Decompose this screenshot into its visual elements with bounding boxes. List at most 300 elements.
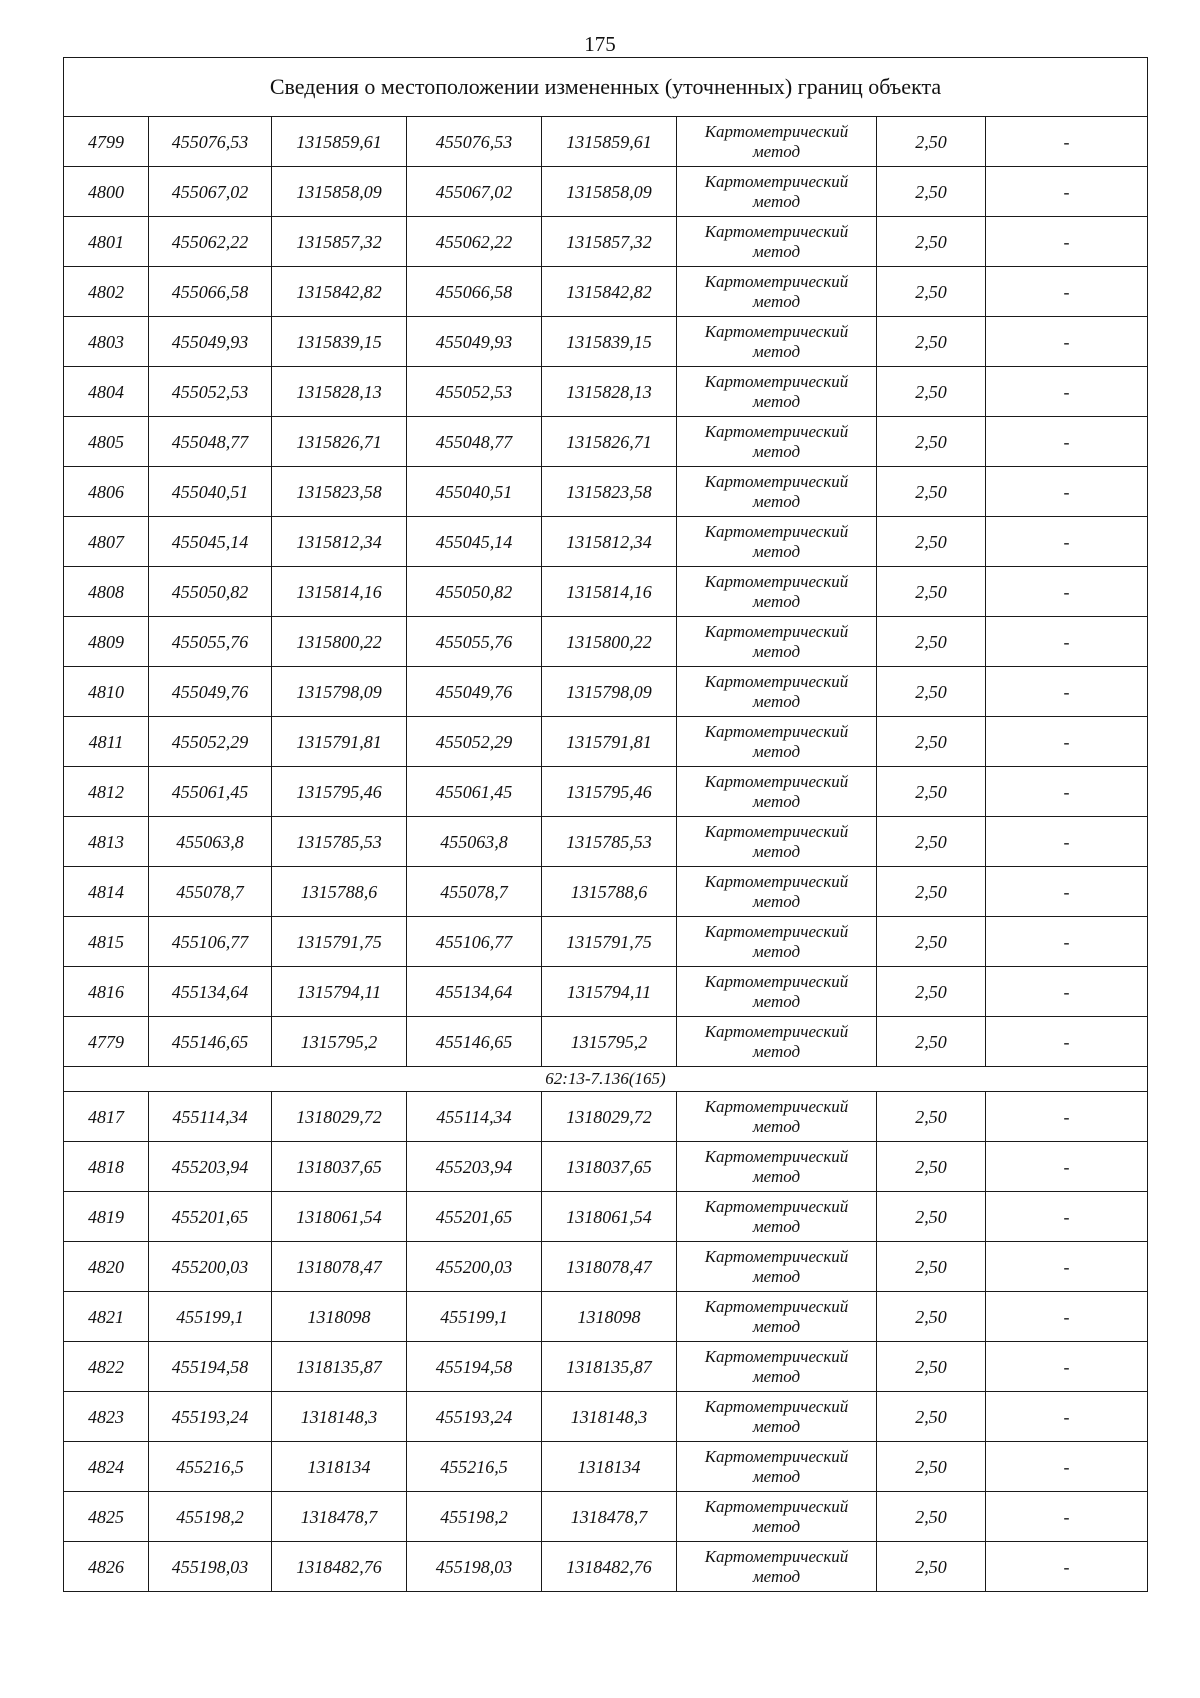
method-line-2: метод [752, 591, 801, 611]
note-cell: - [986, 617, 1148, 667]
method-line-2: метод [752, 691, 801, 711]
note-cell: - [986, 667, 1148, 717]
existing-y-cell: 1315795,2 [272, 1017, 407, 1067]
method-line-2: метод [752, 291, 801, 311]
refined-x-cell: 455078,7 [407, 867, 542, 917]
note-cell: - [986, 967, 1148, 1017]
method-line-2: метод [752, 741, 801, 761]
note-cell: - [986, 1242, 1148, 1292]
refined-y-cell: 1315794,11 [542, 967, 677, 1017]
method-cell [677, 467, 877, 517]
method-line-2: метод [752, 1166, 801, 1186]
existing-y-cell: 1315798,09 [272, 667, 407, 717]
existing-x-cell: 455106,77 [149, 917, 272, 967]
table-row [64, 167, 1148, 217]
point-number-cell: 4819 [64, 1192, 149, 1242]
table-row [64, 1292, 1148, 1342]
existing-y-cell: 1315826,71 [272, 417, 407, 467]
method-line-2: метод [752, 541, 801, 561]
section-header-row [64, 1067, 1148, 1092]
point-number-cell: 4810 [64, 667, 149, 717]
refined-x-cell: 455061,45 [407, 767, 542, 817]
existing-y-cell: 1315795,46 [272, 767, 407, 817]
existing-y-cell: 1315858,09 [272, 167, 407, 217]
method-line-1: Картометрический [704, 1096, 849, 1116]
existing-x-cell: 455199,1 [149, 1292, 272, 1342]
section-label: 62:13-7.136(165) [64, 1067, 1148, 1092]
method-line-2: метод [752, 1516, 801, 1536]
table-row [64, 217, 1148, 267]
refined-y-cell: 1315788,6 [542, 867, 677, 917]
note-cell: - [986, 867, 1148, 917]
existing-x-cell: 455061,45 [149, 767, 272, 817]
method-line-1: Картометрический [704, 271, 849, 291]
precision-cell: 2,50 [877, 1492, 986, 1542]
precision-cell: 2,50 [877, 1442, 986, 1492]
table-row [64, 317, 1148, 367]
table-row [64, 617, 1148, 667]
method-cell [677, 617, 877, 667]
method-cell [677, 567, 877, 617]
note-cell: - [986, 1392, 1148, 1442]
refined-y-cell: 1315826,71 [542, 417, 677, 467]
existing-x-cell: 455114,34 [149, 1092, 272, 1142]
note-cell: - [986, 917, 1148, 967]
existing-y-cell: 1315828,13 [272, 367, 407, 417]
note-cell: - [986, 317, 1148, 367]
point-number-cell: 4823 [64, 1392, 149, 1442]
method-line-1: Картометрический [704, 821, 849, 841]
refined-x-cell: 455076,53 [407, 117, 542, 167]
refined-x-cell: 455134,64 [407, 967, 542, 1017]
existing-x-cell: 455049,76 [149, 667, 272, 717]
note-cell: - [986, 567, 1148, 617]
point-number-cell: 4805 [64, 417, 149, 467]
method-line-2: метод [752, 391, 801, 411]
table-row [64, 1017, 1148, 1067]
note-cell: - [986, 217, 1148, 267]
refined-x-cell: 455198,2 [407, 1492, 542, 1542]
method-line-2: метод [752, 791, 801, 811]
refined-x-cell: 455062,22 [407, 217, 542, 267]
table-row [64, 867, 1148, 917]
existing-x-cell: 455198,03 [149, 1542, 272, 1592]
table-row [64, 817, 1148, 867]
refined-x-cell: 455052,53 [407, 367, 542, 417]
method-cell [677, 1492, 877, 1542]
method-line-2: метод [752, 891, 801, 911]
existing-x-cell: 455203,94 [149, 1142, 272, 1192]
method-line-1: Картометрический [704, 971, 849, 991]
point-number-cell: 4804 [64, 367, 149, 417]
existing-x-cell: 455200,03 [149, 1242, 272, 1292]
refined-x-cell: 455194,58 [407, 1342, 542, 1392]
method-cell [677, 1092, 877, 1142]
note-cell: - [986, 817, 1148, 867]
method-line-2: метод [752, 241, 801, 261]
existing-y-cell: 1318478,7 [272, 1492, 407, 1542]
method-line-1: Картометрический [704, 1246, 849, 1266]
method-line-2: метод [752, 1366, 801, 1386]
refined-y-cell: 1318098 [542, 1292, 677, 1342]
method-line-1: Картометрический [704, 621, 849, 641]
method-cell [677, 1142, 877, 1192]
point-number-cell: 4802 [64, 267, 149, 317]
refined-y-cell: 1318148,3 [542, 1392, 677, 1442]
method-line-1: Картометрический [704, 1496, 849, 1516]
method-cell [677, 1192, 877, 1242]
existing-y-cell: 1315859,61 [272, 117, 407, 167]
precision-cell: 2,50 [877, 967, 986, 1017]
table-row [64, 1342, 1148, 1392]
existing-y-cell: 1318148,3 [272, 1392, 407, 1442]
note-cell: - [986, 517, 1148, 567]
table-title-row [64, 58, 1148, 117]
point-number-cell: 4807 [64, 517, 149, 567]
existing-y-cell: 1318078,47 [272, 1242, 407, 1292]
note-cell: - [986, 1342, 1148, 1392]
method-cell [677, 917, 877, 967]
method-line-2: метод [752, 141, 801, 161]
refined-y-cell: 1315791,81 [542, 717, 677, 767]
precision-cell: 2,50 [877, 1017, 986, 1067]
table-row [64, 467, 1148, 517]
existing-y-cell: 1315791,81 [272, 717, 407, 767]
existing-x-cell: 455052,53 [149, 367, 272, 417]
method-line-2: метод [752, 941, 801, 961]
precision-cell: 2,50 [877, 917, 986, 967]
note-cell: - [986, 417, 1148, 467]
existing-x-cell: 455066,58 [149, 267, 272, 317]
precision-cell: 2,50 [877, 267, 986, 317]
table-row [64, 1492, 1148, 1542]
existing-x-cell: 455052,29 [149, 717, 272, 767]
table-row [64, 767, 1148, 817]
refined-x-cell: 455050,82 [407, 567, 542, 617]
refined-y-cell: 1315795,2 [542, 1017, 677, 1067]
refined-y-cell: 1318061,54 [542, 1192, 677, 1242]
method-line-1: Картометрический [704, 671, 849, 691]
refined-x-cell: 455146,65 [407, 1017, 542, 1067]
method-line-2: метод [752, 991, 801, 1011]
method-line-1: Картометрический [704, 171, 849, 191]
precision-cell: 2,50 [877, 1292, 986, 1342]
table-row [64, 1392, 1148, 1442]
precision-cell: 2,50 [877, 1342, 986, 1392]
method-cell [677, 117, 877, 167]
method-cell [677, 517, 877, 567]
note-cell: - [986, 1142, 1148, 1192]
note-cell: - [986, 1192, 1148, 1242]
precision-cell: 2,50 [877, 517, 986, 567]
refined-x-cell: 455048,77 [407, 417, 542, 467]
method-line-1: Картометрический [704, 1396, 849, 1416]
existing-x-cell: 455194,58 [149, 1342, 272, 1392]
refined-x-cell: 455199,1 [407, 1292, 542, 1342]
refined-x-cell: 455066,58 [407, 267, 542, 317]
method-line-1: Картометрический [704, 471, 849, 491]
refined-x-cell: 455216,5 [407, 1442, 542, 1492]
precision-cell: 2,50 [877, 217, 986, 267]
existing-x-cell: 455040,51 [149, 467, 272, 517]
method-cell [677, 217, 877, 267]
method-line-2: метод [752, 1041, 801, 1061]
existing-y-cell: 1315791,75 [272, 917, 407, 967]
refined-x-cell: 455055,76 [407, 617, 542, 667]
existing-x-cell: 455055,76 [149, 617, 272, 667]
point-number-cell: 4803 [64, 317, 149, 367]
existing-y-cell: 1318482,76 [272, 1542, 407, 1592]
method-line-1: Картометрический [704, 1546, 849, 1566]
precision-cell: 2,50 [877, 617, 986, 667]
precision-cell: 2,50 [877, 667, 986, 717]
method-line-2: метод [752, 841, 801, 861]
note-cell: - [986, 467, 1148, 517]
table-row [64, 567, 1148, 617]
note-cell: - [986, 167, 1148, 217]
method-cell [677, 767, 877, 817]
method-cell [677, 1242, 877, 1292]
method-line-1: Картометрический [704, 1196, 849, 1216]
existing-y-cell: 1315788,6 [272, 867, 407, 917]
method-line-1: Картометрический [704, 871, 849, 891]
precision-cell: 2,50 [877, 467, 986, 517]
refined-x-cell: 455200,03 [407, 1242, 542, 1292]
method-cell [677, 367, 877, 417]
refined-x-cell: 455106,77 [407, 917, 542, 967]
method-line-1: Картометрический [704, 921, 849, 941]
table-row [64, 1242, 1148, 1292]
existing-y-cell: 1315857,32 [272, 217, 407, 267]
refined-y-cell: 1318482,76 [542, 1542, 677, 1592]
refined-y-cell: 1318478,7 [542, 1492, 677, 1542]
method-cell [677, 1442, 877, 1492]
refined-y-cell: 1318135,87 [542, 1342, 677, 1392]
method-cell [677, 167, 877, 217]
precision-cell: 2,50 [877, 867, 986, 917]
existing-x-cell: 455193,24 [149, 1392, 272, 1442]
method-line-2: метод [752, 1116, 801, 1136]
point-number-cell: 4811 [64, 717, 149, 767]
note-cell: - [986, 1442, 1148, 1492]
method-cell [677, 1017, 877, 1067]
method-line-1: Картометрический [704, 1346, 849, 1366]
page-number: 175 [584, 32, 616, 56]
refined-x-cell: 455067,02 [407, 167, 542, 217]
table-row [64, 717, 1148, 767]
precision-cell: 2,50 [877, 817, 986, 867]
precision-cell: 2,50 [877, 417, 986, 467]
point-number-cell: 4814 [64, 867, 149, 917]
precision-cell: 2,50 [877, 167, 986, 217]
refined-y-cell: 1315800,22 [542, 617, 677, 667]
method-line-1: Картометрический [704, 1446, 849, 1466]
refined-x-cell: 455203,94 [407, 1142, 542, 1192]
method-line-2: метод [752, 191, 801, 211]
note-cell: - [986, 1492, 1148, 1542]
refined-y-cell: 1318037,65 [542, 1142, 677, 1192]
note-cell: - [986, 267, 1148, 317]
refined-y-cell: 1315859,61 [542, 117, 677, 167]
existing-x-cell: 455048,77 [149, 417, 272, 467]
refined-x-cell: 455040,51 [407, 467, 542, 517]
point-number-cell: 4808 [64, 567, 149, 617]
note-cell: - [986, 117, 1148, 167]
existing-x-cell: 455063,8 [149, 817, 272, 867]
existing-x-cell: 455216,5 [149, 1442, 272, 1492]
precision-cell: 2,50 [877, 1092, 986, 1142]
method-line-1: Картометрический [704, 371, 849, 391]
existing-x-cell: 455067,02 [149, 167, 272, 217]
existing-x-cell: 455045,14 [149, 517, 272, 567]
precision-cell: 2,50 [877, 1142, 986, 1192]
existing-y-cell: 1315814,16 [272, 567, 407, 617]
existing-y-cell: 1315794,11 [272, 967, 407, 1017]
method-line-1: Картометрический [704, 1146, 849, 1166]
table-row [64, 367, 1148, 417]
precision-cell: 2,50 [877, 717, 986, 767]
point-number-cell: 4801 [64, 217, 149, 267]
point-number-cell: 4820 [64, 1242, 149, 1292]
precision-cell: 2,50 [877, 317, 986, 367]
note-cell: - [986, 717, 1148, 767]
table-row [64, 917, 1148, 967]
existing-y-cell: 1315785,53 [272, 817, 407, 867]
existing-x-cell: 455198,2 [149, 1492, 272, 1542]
method-cell [677, 267, 877, 317]
method-cell [677, 1292, 877, 1342]
point-number-cell: 4815 [64, 917, 149, 967]
table-row [64, 967, 1148, 1017]
point-number-cell: 4806 [64, 467, 149, 517]
method-cell [677, 1342, 877, 1392]
point-number-cell: 4817 [64, 1092, 149, 1142]
table-row [64, 417, 1148, 467]
method-cell [677, 1542, 877, 1592]
refined-y-cell: 1315828,13 [542, 367, 677, 417]
table-row [64, 667, 1148, 717]
refined-x-cell: 455063,8 [407, 817, 542, 867]
table-title: Сведения о местоположении измененных (уточненных) границ объекта [64, 58, 1148, 117]
method-line-2: метод [752, 1466, 801, 1486]
existing-y-cell: 1318037,65 [272, 1142, 407, 1192]
existing-y-cell: 1315839,15 [272, 317, 407, 367]
table-row [64, 267, 1148, 317]
existing-y-cell: 1318061,54 [272, 1192, 407, 1242]
method-line-1: Картометрический [704, 421, 849, 441]
refined-y-cell: 1315791,75 [542, 917, 677, 967]
precision-cell: 2,50 [877, 1192, 986, 1242]
method-line-1: Картометрический [704, 221, 849, 241]
point-number-cell: 4812 [64, 767, 149, 817]
refined-y-cell: 1315823,58 [542, 467, 677, 517]
refined-x-cell: 455049,93 [407, 317, 542, 367]
method-line-2: метод [752, 441, 801, 461]
method-line-1: Картометрический [704, 321, 849, 341]
method-cell [677, 317, 877, 367]
precision-cell: 2,50 [877, 567, 986, 617]
method-line-1: Картометрический [704, 1021, 849, 1041]
existing-x-cell: 455146,65 [149, 1017, 272, 1067]
point-number-cell: 4821 [64, 1292, 149, 1342]
method-cell [677, 417, 877, 467]
existing-y-cell: 1315800,22 [272, 617, 407, 667]
method-cell [677, 817, 877, 867]
point-number-cell: 4799 [64, 117, 149, 167]
existing-x-cell: 455078,7 [149, 867, 272, 917]
method-line-2: метод [752, 1316, 801, 1336]
refined-x-cell: 455114,34 [407, 1092, 542, 1142]
method-line-1: Картометрический [704, 121, 849, 141]
method-line-1: Картометрический [704, 521, 849, 541]
note-cell: - [986, 1542, 1148, 1592]
note-cell: - [986, 767, 1148, 817]
refined-y-cell: 1315839,15 [542, 317, 677, 367]
refined-y-cell: 1318029,72 [542, 1092, 677, 1142]
method-line-2: метод [752, 641, 801, 661]
method-line-1: Картометрический [704, 1296, 849, 1316]
existing-y-cell: 1318135,87 [272, 1342, 407, 1392]
existing-x-cell: 455201,65 [149, 1192, 272, 1242]
refined-y-cell: 1315798,09 [542, 667, 677, 717]
table-row [64, 1542, 1148, 1592]
existing-y-cell: 1315812,34 [272, 517, 407, 567]
refined-y-cell: 1315857,32 [542, 217, 677, 267]
existing-y-cell: 1315842,82 [272, 267, 407, 317]
table-row [64, 1092, 1148, 1142]
existing-x-cell: 455062,22 [149, 217, 272, 267]
note-cell: - [986, 1292, 1148, 1342]
method-line-1: Картометрический [704, 771, 849, 791]
refined-x-cell: 455045,14 [407, 517, 542, 567]
boundary-coordinates-table [63, 57, 1148, 1592]
method-line-2: метод [752, 1216, 801, 1236]
method-line-2: метод [752, 1266, 801, 1286]
note-cell: - [986, 367, 1148, 417]
existing-x-cell: 455076,53 [149, 117, 272, 167]
refined-y-cell: 1315858,09 [542, 167, 677, 217]
point-number-cell: 4816 [64, 967, 149, 1017]
existing-x-cell: 455049,93 [149, 317, 272, 367]
refined-y-cell: 1318134 [542, 1442, 677, 1492]
precision-cell: 2,50 [877, 117, 986, 167]
note-cell: - [986, 1092, 1148, 1142]
point-number-cell: 4779 [64, 1017, 149, 1067]
method-cell [677, 667, 877, 717]
point-number-cell: 4825 [64, 1492, 149, 1542]
precision-cell: 2,50 [877, 367, 986, 417]
precision-cell: 2,50 [877, 1242, 986, 1292]
method-cell [677, 717, 877, 767]
refined-y-cell: 1315812,34 [542, 517, 677, 567]
point-number-cell: 4818 [64, 1142, 149, 1192]
refined-x-cell: 455201,65 [407, 1192, 542, 1242]
method-line-2: метод [752, 491, 801, 511]
existing-x-cell: 455050,82 [149, 567, 272, 617]
refined-y-cell: 1318078,47 [542, 1242, 677, 1292]
point-number-cell: 4800 [64, 167, 149, 217]
table-row [64, 117, 1148, 167]
method-line-2: метод [752, 1416, 801, 1436]
point-number-cell: 4824 [64, 1442, 149, 1492]
method-line-1: Картометрический [704, 571, 849, 591]
existing-y-cell: 1318029,72 [272, 1092, 407, 1142]
refined-y-cell: 1315842,82 [542, 267, 677, 317]
method-line-2: метод [752, 341, 801, 361]
precision-cell: 2,50 [877, 1542, 986, 1592]
point-number-cell: 4809 [64, 617, 149, 667]
point-number-cell: 4813 [64, 817, 149, 867]
